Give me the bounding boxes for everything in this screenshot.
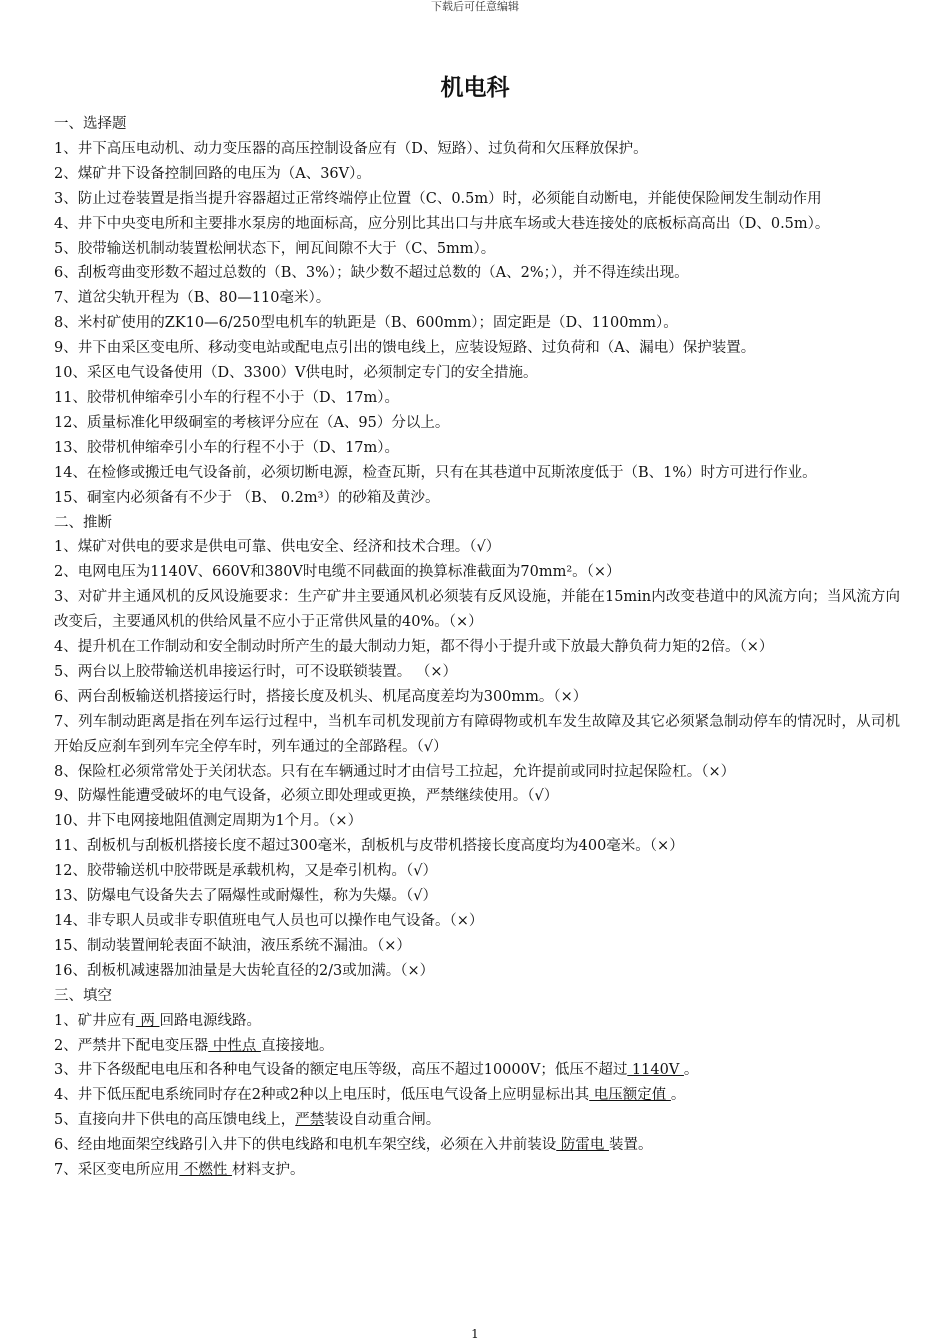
document-body [54,112,900,1183]
judgement-statement: 13、防爆电气设备失去了隔爆性或耐爆性，称为失爆。（√） [54,888,437,905]
fill-blank-item [54,1133,900,1158]
page-number: 1 [471,1327,479,1341]
judgement-statement: 3、对矿井主通风机的反风设施要求：生产矿井主要通风机必须装有反风设施，并能在15min内改变巷道中的风流方向；当风流方向改变后，主要通风机的供给风量不应小于正常供风量的40%。（×） [54,589,900,631]
choice-question: 11、胶带机伸缩牵引小车的行程不小于（D、17m）。 [54,389,400,406]
fill-blank-text: 6、经由地面架空线路引入井下的供电线路和电机车架空线，必须在入井前装设 [54,1137,557,1154]
fill-blank-answer: 两 [135,1012,160,1029]
choice-question: 2、煤矿井下设备控制回路的电压为（A、36V）。 [54,165,371,182]
choice-question: 13、胶带机伸缩牵引小车的行程不小于（D、17m）。 [54,439,400,456]
judgement-statement: 14、非专职人员或非专职值班电气人员也可以操作电气设备。（×） [54,913,484,929]
fill-blank-answer: 严禁 [295,1112,325,1129]
section-heading-fill-blank: 三、填空 [54,987,112,1004]
document-title: 机电科 [440,75,510,101]
judgement-statement: 1、煤矿对供电的要求是供电可靠、供电安全、经济和技术合理。（√） [54,539,501,556]
fill-blank-text: 直接接地。 [260,1037,334,1054]
fill-blank-item [54,1009,900,1034]
choice-question: 12、质量标准化甲级硐室的考核评分应在（A、95）分以上。 [54,414,450,431]
choice-question: 6、刮板弯曲变形数不超过总数的（B、3%）；缺少数不超过总数的（A、2%；），并不得连续出现。 [54,265,689,282]
section-heading-choice: 一、选择题 [54,116,127,132]
choice-question: 9、井下由采区变电所、移动变电站或配电点引出的馈电线上，应装设短路、过负荷和（A、漏电）保护装置。 [54,340,756,357]
fill-blank-answer: 1140V [627,1062,684,1079]
choice-question: 14、在检修或搬迁电气设备前，必须切断电源，检查瓦斯，只有在其巷道中瓦斯浓度低于（B、1%）时方可进行作业。 [54,464,817,481]
choice-question: 10、采区电气设备使用（D、3300）V供电时，必须制定专门的安全措施。 [54,365,538,382]
fill-blank-item [54,1058,900,1083]
fill-blank-text: 7、采区变电所应用 [54,1162,180,1179]
judgement-statement: 6、两台刮板输送机搭接运行时，搭接长度及机头、机尾高度差均为300mm。（×） [54,688,588,705]
choice-question: 8、米村矿使用的ZK10—6/250型电机车的轨距是（B、600mm）；固定距是（D、1100mm）。 [54,315,678,332]
fill-blank-text: 4、井下低压配电系统同时存在2种或2种以上电压时，低压电气设备上应明显标出其 [54,1087,590,1104]
fill-blank-item [54,1158,900,1183]
choice-question: 15、硐室内必须备有不少于 （B、 0.2m³）的砂箱及黄沙。 [54,489,440,506]
fill-blank-text: 装设自动重合闸。 [324,1112,441,1129]
fill-blank-answer: 电压额定值 [589,1087,671,1104]
choice-question: 7、道岔尖轨开程为（B、80—110毫米）。 [54,290,331,307]
fill-blank-text: 回路电源线路。 [159,1012,261,1029]
fill-blank-item [54,1083,900,1108]
judgement-statement: 4、提升机在工作制动和安全制动时所产生的最大制动力矩，都不得小于提升或下放最大静负荷力矩的2倍。（×） [54,639,774,656]
fill-blank-text: 5、直接向井下供电的高压馈电线上， [54,1112,296,1129]
judgement-statement: 11、刮板机与刮板机搭接长度不超过300毫米，刮板机与皮带机搭接长度高度均为400毫米。（×） [54,838,684,855]
fill-blank-item [54,1034,900,1059]
judgement-statement: 9、防爆性能遭受破坏的电气设备，必须立即处理或更换，严禁继续使用。（√） [54,788,559,805]
judgement-statement: 8、保险杠必须常常处于关闭状态。只有在车辆通过时才由信号工拉起，允许提前或同时拉起保险杠。（×） [54,763,736,780]
judgement-statement: 15、制动装置闸轮表面不缺油，液压系统不漏油。（×） [54,937,411,954]
fill-blank-answer: 不燃性 [179,1162,232,1179]
choice-question: 4、井下中央变电所和主要排水泵房的地面标高，应分别比其出口与井底车场或大巷连接处的底板标高高出（D、0.5m）。 [54,215,830,232]
judgement-statement: 2、电网电压为1140V、660V和380V时电缆不同截面的换算标准截面为70mm²。（×） [54,564,621,581]
fill-blank-text: 材料支护。 [231,1162,305,1179]
choice-question: 1、井下高压电动机、动力变压器的高压控制设备应有（D、短路）、过负荷和欠压释放保护。 [54,140,648,157]
fill-blank-text: 。 [683,1062,699,1079]
judgement-statement: 7、列车制动距离是指在列车运行过程中，当机车司机发现前方有障碍物或机车发生故障及其它必须紧急制动停车的情况时，从司机开始反应刹车到列车完全停车时，列车通过的全部路程。（√） [54,713,900,755]
judgement-statement: 10、井下电网接地阻值测定周期为1个月。（×） [54,813,363,830]
fill-blank-text: 3、井下各级配电电压和各种电气设备的额定电压等级，高压不超过10000V；低压不超过 [54,1062,628,1079]
choice-question: 3、防止过卷装置是指当提升容器超过正常终端停止位置（C、0.5m）时，必须能自动断电，并能使保险闸发生制动作用 [54,190,822,207]
fill-blank-text: 2、严禁井下配电变压器 [54,1037,209,1054]
judgement-statement: 5、两台以上胶带输送机串接运行时，可不设联锁装置。 （×） [54,663,457,680]
fill-blank-text: 装置。 [608,1137,653,1154]
section-heading-judgement: 二、推断 [54,514,112,531]
judgement-statement: 16、刮板机减速器加油量是大齿轮直径的2/3或加满。（×） [54,962,435,979]
fill-blank-answer: 中性点 [208,1037,261,1054]
judgement-statement: 12、胶带输送机中胶带既是承载机构，又是牵引机构。（√） [54,863,437,880]
fill-blank-answer: 防雷电 [556,1137,609,1154]
fill-blank-item [54,1108,900,1133]
fill-blank-text: 。 [670,1087,686,1104]
choice-question: 5、胶带输送机制动装置松闸状态下，闸瓦间隙不大于（C、5mm）。 [54,240,496,257]
fill-blank-text: 1、矿井应有 [54,1012,136,1029]
page-header: 下载后可任意编辑 [431,0,519,13]
